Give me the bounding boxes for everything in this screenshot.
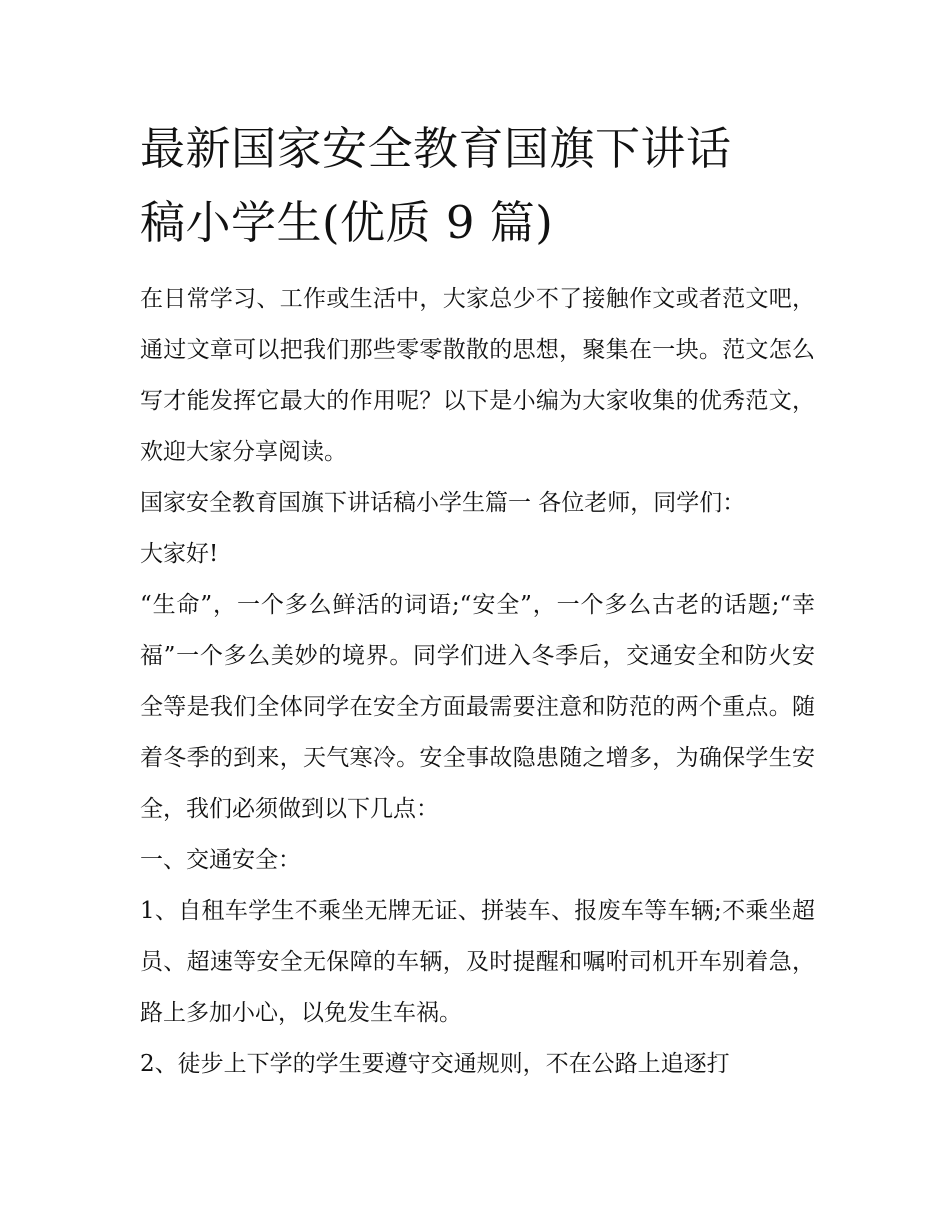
traffic-rule-2: 2、徒步上下学的学生要遵守交通规则，不在公路上追逐打 (140, 1051, 730, 1077)
traffic-rule-1: 1、自租车学生不乘坐无牌无证、拼装车、报废车等车辆;不乘坐超员、超速等安全无保障的车辆，及时提醒和嘱咐司机开车别着急，路上多加小心，以免发生车祸。 (140, 898, 815, 1026)
title-line-2: 稿小学生(优质 9 篇) (140, 196, 554, 249)
document-title (140, 112, 815, 260)
document-content (140, 112, 815, 1090)
traffic-safety-heading: 一、交通安全： (140, 847, 301, 873)
section-heading-paragraph: 国家安全教育国旗下讲话稿小学生篇一 各位老师，同学们： (140, 490, 746, 516)
document-body (140, 274, 815, 1090)
life-safety-paragraph: “生命”，一个多么鲜活的词语;“安全”，一个多么古老的话题;“幸福”一个多么美妙的境界。同学们进入冬季后，交通安全和防火安全等是我们全体同学在安全方面最需要注意和防范的两个重点。随着冬季的到来，天气寒冷。安全事故隐患随之增多，为确保学生安全，我们必须做到以下几点： (140, 592, 815, 822)
greeting-paragraph: 大家好! (140, 541, 219, 567)
intro-paragraph: 在日常学习、工作或生活中，大家总少不了接触作文或者范文吧，通过文章可以把我们那些零零散散的思想，聚集在一块。范文怎么写才能发挥它最大的作用呢？以下是小编为大家收集的优秀范文，欢迎大家分享阅读。 (140, 286, 815, 465)
title-line-1: 最新国家安全教育国旗下讲话 (140, 122, 732, 175)
